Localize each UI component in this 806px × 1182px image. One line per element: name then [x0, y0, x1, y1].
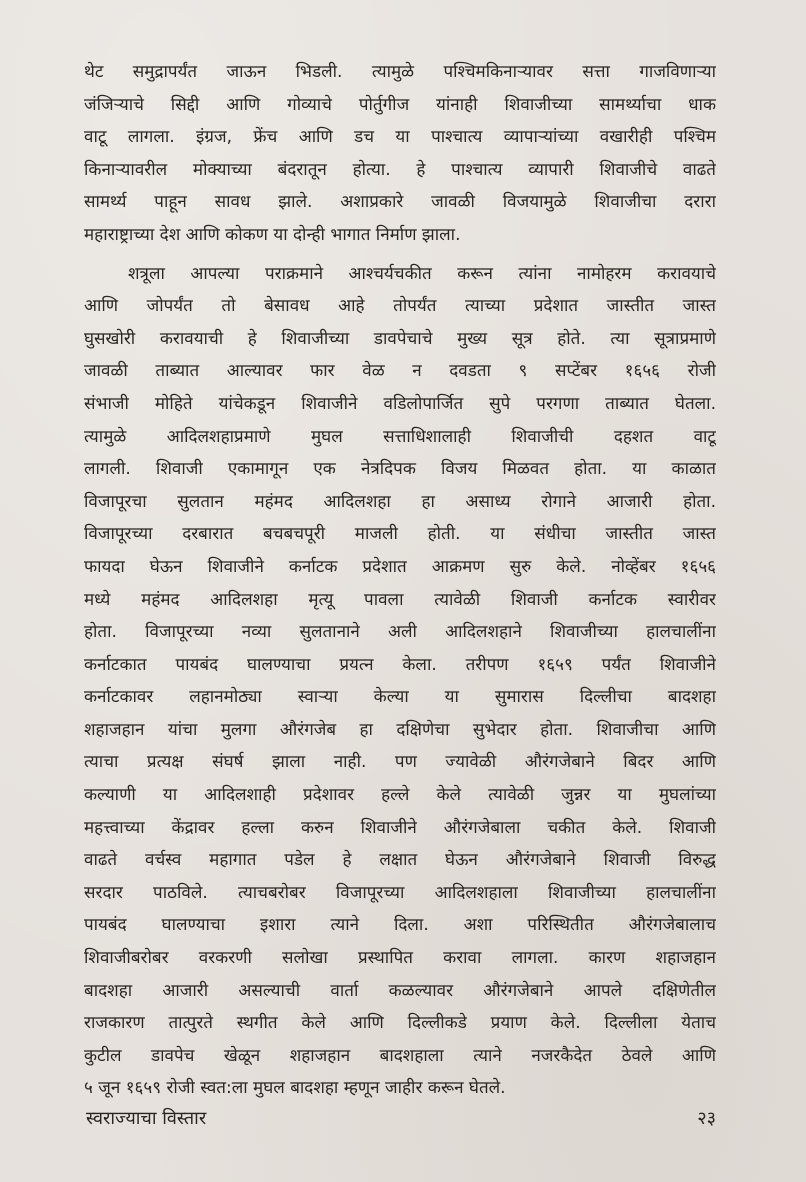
text-line: विजापूरचा सुलतान महंमद आदिलशहा हा असाध्य रोगाने आजारी होता. [84, 491, 716, 512]
text-line: शत्रूला आपल्या पराक्रमाने आश्चर्यचकीत करून त्यांना नामोहरम करावयाचे [128, 263, 716, 284]
text-line: पायबंद घालण्याचा इशारा त्याने दिला. अशा परिस्थितीत औरंगजेबालाच [84, 915, 716, 936]
text-line: वाटू लागला. इंग्रज, फ्रेंच आणि डच या पाश्चात्य व्यापाऱ्यांच्या वखारीही पश्चिम [84, 127, 716, 148]
text-line: सरदार पाठविले. त्याचबरोबर विजापूरच्या आदिलशहाला शिवाजीच्या हालचालींना [84, 882, 716, 903]
chapter-title-footer: स्वराज्याचा विस्तार [86, 1108, 207, 1129]
text-line: महाराष्ट्राच्या देश आणि कोकण या दोन्ही भागात निर्माण झाला. [84, 224, 461, 245]
text-line: वाढते वर्चस्व महागात पडेल हे लक्षात घेऊन औरंगजेबाने शिवाजी विरुद्ध [84, 850, 716, 871]
text-line: विजापूरच्या दरबारात बचबचपूरी माजली होती. या संधीचा जास्तीत जास्त [84, 524, 716, 545]
text-line: जावळी ताब्यात आल्यावर फार वेळ न दवडता ९ सप्टेंबर १६५६ रोजी [84, 361, 716, 382]
text-line: होता. विजापूरच्या नव्या सुलतानाने अली आदिलशहाने शिवाजीच्या हालचालींना [84, 622, 716, 643]
text-line: राजकारण तात्पुरते स्थगीत केले आणि दिल्लीकडे प्रयाण केले. दिल्लीला येताच [84, 1013, 716, 1034]
text-line: महत्त्वाच्या केंद्रावर हल्ला करुन शिवाजीने औरंगजेबाला चकीत केले. शिवाजी [84, 817, 716, 838]
text-line: कर्नाटकावर लहानमोठ्या स्वाऱ्या केल्या या सुमारास दिल्लीचा बादशहा [84, 687, 716, 708]
text-line: शिवाजीबरोबर वरकरणी सलोखा प्रस्थापित करावा लागला. कारण शहाजहान [84, 948, 716, 969]
text-line: लागली. शिवाजी एकामागून एक नेत्रदिपक विजय मिळवत होता. या काळात [84, 459, 716, 480]
text-line: शहाजहान यांचा मुलगा औरंगजेब हा दक्षिणेचा सुभेदार होता. शिवाजीचा आणि [84, 719, 716, 740]
text-line: बादशहा आजारी असल्याची वार्ता कळल्यावर औरंगजेबाने आपले दक्षिणेतील [84, 980, 716, 1001]
paragraph-1 [84, 56, 716, 252]
text-line: किनाऱ्यावरील मोक्याच्या बंदरातून होत्या. हे पाश्चात्य व्यापारी शिवाजीचे वाढते [84, 159, 716, 180]
text-line: फायदा घेऊन शिवाजीने कर्नाटक प्रदेशात आक्रमण सुरु केले. नोव्हेंबर १६५६ [84, 556, 716, 577]
text-line: कल्याणी या आदिलशाही प्रदेशावर हल्ले केले त्यावेळी जुन्नर या मुघलांच्या [84, 785, 716, 806]
text-line: जंजिऱ्याचे सिद्दी आणि गोव्याचे पोर्तुगीज यांनाही शिवाजीच्या सामर्थ्याचा धाक [84, 94, 716, 115]
text-line: थेट समुद्रापर्यंत जाऊन भिडली. त्यामुळे पश्चिमकिनाऱ्यावर सत्ता गाजविणाऱ्या [84, 62, 716, 82]
text-line: सामर्थ्य पाहून सावध झाले. अशाप्रकारे जावळी विजयामुळे शिवाजीचा दरारा [84, 192, 716, 213]
body-text [84, 56, 716, 1105]
text-line: घुसखोरी करावयाची हे शिवाजीच्या डावपेचाचे मुख्य सूत्र होते. त्या सूत्राप्रमाणे [84, 328, 716, 349]
paragraph-2 [84, 258, 716, 1105]
page-number: २३ [697, 1108, 716, 1129]
text-line: ५ जून १६५९ रोजी स्वत:ला मुघल बादशहा म्हणून जाहीर करून घेतले. [84, 1078, 506, 1099]
text-line: त्याचा प्रत्यक्ष संघर्ष झाला नाही. पण ज्यावेळी औरंगजेबाने बिदर आणि [84, 752, 716, 773]
text-line: त्यामुळे आदिलशहाप्रमाणे मुघल सत्ताधिशालाही शिवाजीची दहशत वाटू [84, 426, 716, 447]
text-line: कुटील डावपेच खेळून शहाजहान बादशहाला त्याने नजरकैदेत ठेवले आणि [84, 1045, 716, 1066]
text-line: मध्ये महंमद आदिलशहा मृत्यू पावला त्यावेळी शिवाजी कर्नाटक स्वारीवर [84, 589, 716, 610]
text-line: आणि जोपर्यंत तो बेसावध आहे तोपर्यंत त्याच्या प्रदेशात जास्तीत जास्त [84, 296, 716, 317]
text-line: संभाजी मोहिते यांचेकडून शिवाजीने वडिलोपार्जित सुपे परगणा ताब्यात घेतला. [84, 393, 716, 414]
text-line: कर्नाटकात पायबंद घालण्याचा प्रयत्न केला. तरीपण १६५९ पर्यंत शिवाजीने [84, 654, 716, 675]
